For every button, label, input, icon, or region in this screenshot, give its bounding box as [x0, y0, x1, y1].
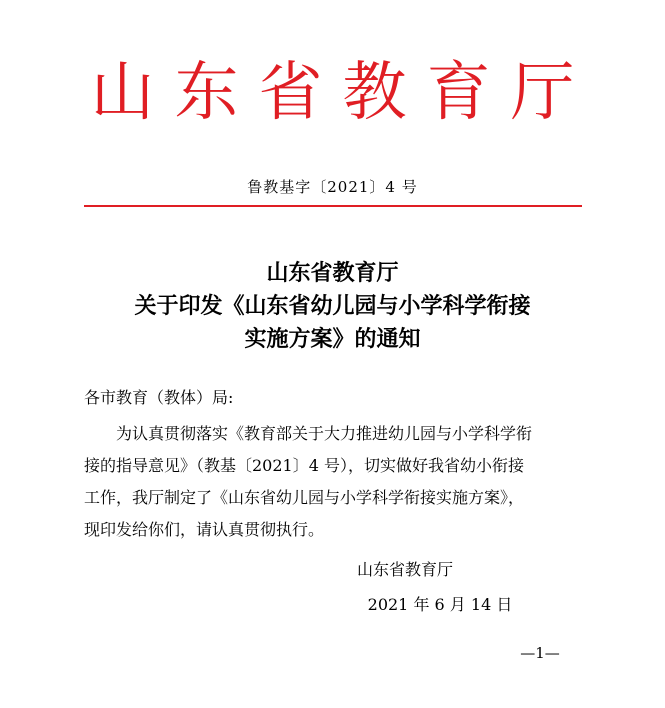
notice-title-line-2: 关于印发《山东省幼儿园与小学科学衔接: [134, 294, 531, 319]
document-number: 鲁教基字〔2021〕4 号: [247, 178, 418, 196]
signature-organization: 山东省教育厅: [356, 560, 453, 579]
page-number: —1—: [520, 644, 560, 662]
notice-title-line-1: 山东省教育厅: [266, 261, 399, 286]
red-separator-line: [84, 205, 582, 207]
notice-title-line-3: 实施方案》的通知: [244, 327, 421, 352]
body-line-2: 接的指导意见》（教基〔2021〕4 号），切实做好我省幼小衔接: [84, 456, 524, 475]
salutation: 各市教育（教体）局:: [84, 388, 234, 407]
body-line-3: 工作，我厅制定了《山东省幼儿园与小学科学衔接实施方案》，: [84, 488, 525, 507]
signature-date: 2021 年 6 月 14 日: [367, 595, 513, 614]
issuer-header-title: 山东省教育厅: [90, 56, 595, 130]
body-line-1: 为认真贯彻落实《教育部关于大力推进幼儿园与小学科学衔: [116, 424, 533, 443]
notice-title: [0, 257, 665, 356]
body-paragraph: [84, 418, 588, 546]
body-line-4: 现印发给你们，请认真贯彻执行。: [84, 520, 325, 539]
